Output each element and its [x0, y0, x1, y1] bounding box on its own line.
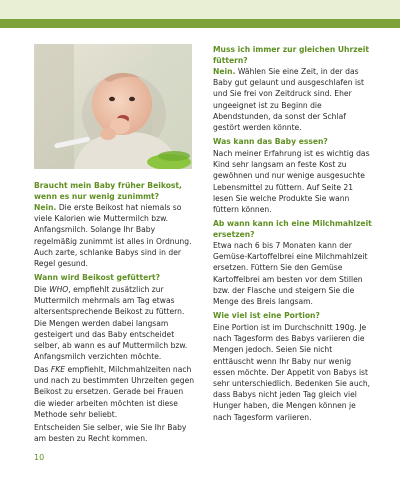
body-paragraph: Entscheiden Sie selber, wie Sie Ihr Baby am besten zu Recht kommen. [34, 423, 187, 444]
question-heading: Wie viel ist eine Portion? [213, 311, 320, 320]
header-band-green [0, 19, 400, 28]
answer-paragraph: Nein. Wählen Sie eine Zeit, in der das Baby gut gelaunt und ausgeschlafen ist und Sie frei von Zeitdruck sind. Eher ungeeignet ist zu Beginn die Abendstunden, da sonst der Schlaf gestört werden könnte. [213, 67, 364, 133]
answer-paragraph: Nein. Die erste Beikost hat niemals so viele Kalorien wie Muttermilch bzw. Anfangsmilch. Solange Ihr Baby regelmäßig zunimmt ist alles in Ordnung. Auch zarte, schlanke Babys sind in der Regel gesund. [34, 203, 192, 269]
question-heading: Braucht mein Baby früher Beikost, wenn es nur wenig zunimmt? [34, 181, 182, 202]
answer-paragraph: Die WHO, empfiehlt zusätzlich zur Muttermilch mehrmals am Tag etwas altersentsprechende Beikost zu füttern. Die Mengen werden dabei langsam gesteigert und das Baby entscheidet selber, ab wann es auf Muttermilch bzw. Anfangsmilch verzichten möchte. [34, 285, 188, 362]
baby-eating-photo [34, 44, 192, 169]
header-band-light [0, 0, 400, 19]
body-paragraph: Das FKE empfiehlt, Milchmahlzeiten nach und nach zu bestimmten Uhrzeiten gegen Beikost zu ersetzen. Gerade bei Frauen die wieder arbeiten möchten ist diese Methode sehr beliebt. [34, 365, 195, 419]
question-heading: Muss ich immer zur gleichen Uhrzeit füttern? [213, 45, 370, 66]
question-heading: Was kann das Baby essen? [213, 137, 328, 146]
answer-paragraph: Nach meiner Erfahrung ist es wichtig das Kind sehr langsam an feste Kost zu gewöhnen und nur wenige ausgesuchte Lebensmittel zu füttern. Auf Seite 21 lesen Sie welche Produkte Sie wann füttern können. [213, 149, 370, 215]
question-heading: Ab wann kann ich eine Milchmahlzeit ersetzen? [213, 219, 372, 240]
answer-paragraph: Eine Portion ist im Durchschnitt 190g. Je nach Tagesform des Babys variieren die Mengen jedoch. Seien Sie nicht enttäuscht wenn Ihr Baby nur wenig essen möchte. Der Appetit von Babys ist sehr unterschiedlich. Bedenken Sie auch, dass Babys nicht jeden Tag gleich viel Hunger haben, die Mengen können je nach Tagesform variieren. [213, 323, 371, 422]
page-number: 10 [34, 453, 45, 462]
question-heading: Wann wird Beikost gefüttert? [34, 273, 161, 282]
answer-paragraph: Etwa nach 6 bis 7 Monaten kann der Gemüse-Kartoffelbrei eine Milchmahlzeit ersetzen. Füttern Sie den Gemüse Kartoffelbrei am besten vor dem Stillen bzw. der Flasche und steigern Sie die Menge des Breis langsam. [213, 241, 368, 307]
